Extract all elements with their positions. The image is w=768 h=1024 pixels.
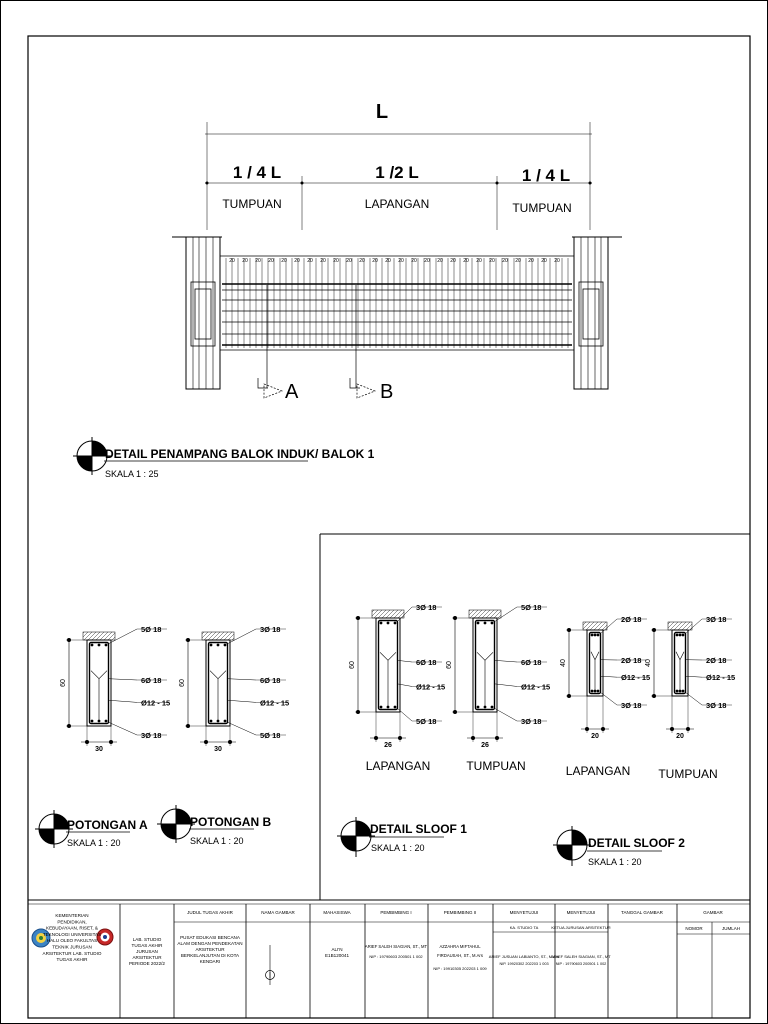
beam-stirrups bbox=[226, 258, 568, 348]
stirrup-mark: 20 bbox=[359, 258, 365, 264]
potongan-a-title bbox=[35, 810, 148, 848]
rebar-top bbox=[484, 622, 487, 625]
stirrup-mark: 20 bbox=[489, 258, 495, 264]
section-potongan_b bbox=[179, 625, 289, 753]
institution-text: KEMENTERIAN PENDIDIKAN, KEBUDAYAAN, RISET, & TEKNOLOGI UNIVERSITAS HALU OLEO FAKULTAS TEKNIK JURUSAN ARSITEKTUR LAB. STUDIO TUGAS AKHIR bbox=[42, 913, 102, 963]
middle-rebar-label: 6Ø 18 bbox=[141, 676, 162, 685]
bottom-rebar-label: 3Ø 18 bbox=[521, 717, 542, 726]
rebar-bottom bbox=[597, 690, 600, 693]
stirrup-mark: 20 bbox=[268, 258, 274, 264]
rebar-top bbox=[98, 644, 101, 647]
section-sloof2-lapangan bbox=[560, 615, 650, 778]
section-width-label: 30 bbox=[95, 746, 103, 753]
bottom-rebar-label: 3Ø 18 bbox=[706, 701, 727, 710]
stirrup-mark: 20 bbox=[502, 258, 508, 264]
bottom-rebar-label: 3Ø 18 bbox=[141, 731, 162, 740]
pembimbing2-name: AZZAHRA MIFTAHUL FIRDAUSAH, ST., M.Ars bbox=[437, 944, 483, 958]
stirrup-mark: 20 bbox=[229, 258, 235, 264]
right-zone-label: TUMPUAN bbox=[512, 201, 572, 215]
rebar-top bbox=[217, 644, 220, 647]
pembimbing1-nip: NIP : 19790603 200501 1 002 bbox=[369, 954, 423, 959]
stirrup-mark: 20 bbox=[320, 258, 326, 264]
potongan-a-scale: SKALA 1 : 20 bbox=[67, 838, 121, 848]
section-width-label: 20 bbox=[591, 733, 599, 740]
section-sloof2-tumpuan bbox=[645, 615, 735, 781]
judul-text: PUSAT EDUKASI BENCANA ALAM DENGAN PENDEKATAN ARSITEKTUR BERKELANJUTAN DI KOTA KENDARI bbox=[177, 935, 243, 964]
section-zone-label: LAPANGAN bbox=[565, 764, 631, 778]
rebar-bottom bbox=[477, 706, 480, 709]
sloof2-title-text: DETAIL SLOOF 2 bbox=[588, 836, 685, 850]
rebar-top bbox=[477, 622, 480, 625]
section-height-label: 60 bbox=[349, 661, 356, 669]
cut-b-label: B bbox=[380, 381, 394, 403]
section-zone-label: TUMPUAN bbox=[466, 759, 526, 773]
pembimbing1-name: ARIEF SALEH SIAGIAN, ST., MT bbox=[364, 944, 428, 949]
stirrup-mark: 20 bbox=[255, 258, 261, 264]
pembimbing2-nip: NIP : 19910305 202203 1 009 bbox=[433, 966, 487, 971]
rebar-top bbox=[224, 644, 227, 647]
rebar-bottom bbox=[224, 720, 227, 723]
top-rebar-label: 5Ø 18 bbox=[521, 603, 542, 612]
rebar-top bbox=[380, 622, 383, 625]
rebar-bottom bbox=[210, 720, 213, 723]
middle-rebar-label: 2Ø 18 bbox=[706, 656, 727, 665]
header-nomor: NOMOR bbox=[685, 926, 703, 931]
potongan-b-title-text: POTONGAN B bbox=[190, 815, 272, 829]
stirrup-mark: 20 bbox=[242, 258, 248, 264]
stirrup-mark: 20 bbox=[398, 258, 404, 264]
sloof2-scale: SKALA 1 : 20 bbox=[588, 857, 642, 867]
rebar-top bbox=[682, 634, 685, 637]
stirrup-mark: 20 bbox=[281, 258, 287, 264]
lab-text: LAB. STUDIO TUGAS AKHIR JURUSAN ARSITEKTUR PERIODE 2022/2 bbox=[128, 937, 166, 966]
ka-studio-name: ARIEF JUSUAN LABIANTO, ST., M.Ars bbox=[488, 954, 560, 959]
header-ketua-jurusan: KETUA JURUSAN ARSITEKTUR bbox=[551, 925, 611, 930]
middle-half-label: 1 /2 L bbox=[375, 163, 419, 182]
header-mahasiswa: MAHASISWA bbox=[323, 910, 351, 915]
rebar-bottom bbox=[676, 690, 679, 693]
header-nama-gambar: NAMA GAMBAR bbox=[261, 910, 295, 915]
section-width-label: 26 bbox=[481, 742, 489, 749]
rebar-top bbox=[491, 622, 494, 625]
rebar-top bbox=[594, 634, 597, 637]
beam-title: DETAIL PENAMPANG BALOK INDUK/ BALOK 1 bbox=[105, 447, 375, 461]
stirrup-mark: 20 bbox=[437, 258, 443, 264]
potongan-b-scale: SKALA 1 : 20 bbox=[190, 836, 244, 846]
stirrup-mark: 20 bbox=[554, 258, 560, 264]
section-potongan_a bbox=[60, 625, 170, 753]
rebar-top bbox=[91, 644, 94, 647]
section-sloof1-lapangan bbox=[349, 603, 445, 773]
rebar-bottom bbox=[591, 690, 594, 693]
rebar-bottom bbox=[91, 720, 94, 723]
left-zone-label: TUMPUAN bbox=[222, 197, 282, 211]
rebar-top bbox=[679, 634, 682, 637]
stirrup-label: Ø12 - 15 bbox=[416, 682, 446, 692]
section-height-label: 60 bbox=[179, 679, 186, 687]
stirrup-mark: 20 bbox=[333, 258, 339, 264]
rebar-top bbox=[676, 634, 679, 637]
middle-zone-label: LAPANGAN bbox=[364, 197, 430, 211]
rebar-top bbox=[387, 622, 390, 625]
section-cut-b bbox=[350, 285, 393, 403]
rebar-top bbox=[591, 634, 594, 637]
section-cut-a bbox=[258, 285, 299, 403]
middle-rebar-label: 6Ø 18 bbox=[521, 658, 542, 667]
cross-sections bbox=[60, 603, 735, 781]
stirrup-mark: 20 bbox=[372, 258, 378, 264]
stirrup-mark: 20 bbox=[528, 258, 534, 264]
section-width-label: 30 bbox=[214, 746, 222, 753]
sloof2-title bbox=[553, 826, 685, 867]
beam-body bbox=[220, 256, 574, 350]
header-jumlah: JUMLAH bbox=[721, 926, 741, 931]
title-block bbox=[28, 900, 750, 1018]
section-zone-label: LAPANGAN bbox=[365, 759, 431, 773]
header-menyetujui-2: MENYETUJUI bbox=[566, 910, 596, 915]
rebar-bottom bbox=[380, 706, 383, 709]
left-quarter-label: 1 / 4 L bbox=[232, 163, 282, 182]
outer-frame bbox=[1, 1, 768, 1024]
stirrup-mark: 20 bbox=[411, 258, 417, 264]
top-rebar-label: 3Ø 18 bbox=[260, 625, 281, 634]
rebar-top bbox=[210, 644, 213, 647]
top-rebar-label: 3Ø 18 bbox=[416, 603, 437, 612]
stirrup-mark: 20 bbox=[476, 258, 482, 264]
stirrup-mark: 20 bbox=[346, 258, 352, 264]
right-column bbox=[572, 237, 622, 389]
rebar-bottom bbox=[394, 706, 397, 709]
middle-rebar-label: 6Ø 18 bbox=[260, 676, 281, 685]
cut-a-label: A bbox=[285, 381, 299, 403]
header-pembimbing1: PEMBIMBING I bbox=[380, 910, 412, 915]
top-rebar-label: 2Ø 18 bbox=[621, 615, 642, 624]
span-label: L bbox=[375, 101, 389, 123]
middle-rebar-label: 2Ø 18 bbox=[621, 656, 642, 665]
header-pembimbing2: PEMBIMBING II bbox=[443, 910, 477, 915]
bottom-rebar-label: 3Ø 18 bbox=[621, 701, 642, 710]
bottom-rebar-label: 5Ø 18 bbox=[416, 717, 437, 726]
beam-detail bbox=[73, 101, 622, 479]
stirrup-markers bbox=[229, 258, 560, 264]
top-rebar-label: 3Ø 18 bbox=[706, 615, 727, 624]
sloof1-scale: SKALA 1 : 20 bbox=[371, 843, 425, 853]
stirrup-label: Ø12 - 15 bbox=[260, 698, 290, 708]
stirrup-mark: 20 bbox=[385, 258, 391, 264]
middle-rebar-label: 6Ø 18 bbox=[416, 658, 437, 667]
header-ka-studio: KA. STUDIO TA bbox=[509, 925, 539, 930]
stirrup-mark: 20 bbox=[515, 258, 521, 264]
stirrup-mark: 20 bbox=[463, 258, 469, 264]
sloof1-title bbox=[337, 817, 467, 857]
section-width-label: 20 bbox=[676, 733, 684, 740]
ka-studio-nip: NIP. 19920302 202203 1 003 bbox=[499, 962, 549, 966]
header-menyetujui-1: MENYETUJUI bbox=[509, 910, 539, 915]
top-rebar-label: 5Ø 18 bbox=[141, 625, 162, 634]
section-height-label: 60 bbox=[60, 679, 67, 687]
sloof1-title-text: DETAIL SLOOF 1 bbox=[370, 822, 467, 836]
stirrup-label: Ø12 - 15 bbox=[621, 673, 651, 683]
left-column bbox=[172, 237, 222, 389]
rebar-top bbox=[105, 644, 108, 647]
rebar-bottom bbox=[105, 720, 108, 723]
mahasiswa-text: ALI'N E1B120041 bbox=[324, 947, 350, 958]
beam-scale: SKALA 1 : 25 bbox=[105, 469, 159, 479]
header-judul: JUDUL TUGAS AKHIR bbox=[187, 910, 233, 915]
rebar-top bbox=[394, 622, 397, 625]
bottom-rebar-label: 5Ø 18 bbox=[260, 731, 281, 740]
header-gambar: GAMBAR bbox=[703, 910, 723, 915]
rebar-bottom bbox=[682, 690, 685, 693]
stirrup-label: Ø12 - 15 bbox=[141, 698, 171, 708]
potongan-a-title-text: POTONGAN A bbox=[67, 818, 148, 832]
stirrup-label: Ø12 - 15 bbox=[521, 682, 551, 692]
header-tanggal: TANGGAL GAMBAR bbox=[621, 910, 663, 915]
section-height-label: 40 bbox=[560, 659, 567, 667]
rebar-bottom bbox=[491, 706, 494, 709]
right-quarter-label: 1 / 4 L bbox=[521, 166, 571, 185]
ketua-nip: NIP : 19790603 200501 1 002 bbox=[555, 962, 607, 966]
stirrup-mark: 20 bbox=[450, 258, 456, 264]
section-sloof1-tumpuan bbox=[446, 603, 550, 773]
section-zone-label: TUMPUAN bbox=[658, 767, 718, 781]
stirrup-mark: 20 bbox=[307, 258, 313, 264]
stirrup-mark: 20 bbox=[424, 258, 430, 264]
rebar-top bbox=[597, 634, 600, 637]
section-width-label: 26 bbox=[384, 742, 392, 749]
stirrup-mark: 20 bbox=[294, 258, 300, 264]
potongan-b-title bbox=[157, 805, 271, 846]
section-height-label: 40 bbox=[645, 659, 652, 667]
ketua-name: ARIEF SALEH SIAGIAN, ST., MT bbox=[551, 954, 611, 959]
stirrup-label: Ø12 - 15 bbox=[706, 673, 736, 683]
stirrup-mark: 20 bbox=[541, 258, 547, 264]
north-arrow-icon bbox=[266, 945, 275, 985]
section-height-label: 60 bbox=[446, 661, 453, 669]
